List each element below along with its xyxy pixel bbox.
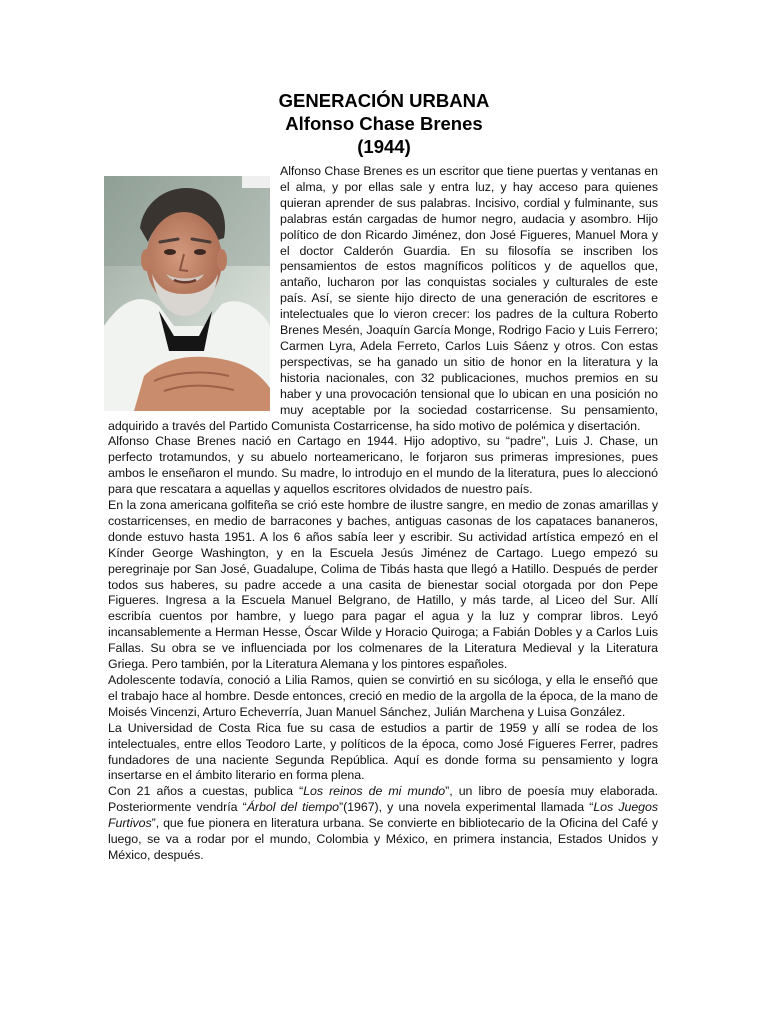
article-body	[108, 164, 658, 864]
text-segment: ”(1967), y una novela experimental llamada “	[339, 800, 594, 815]
paragraph-childhood: En la zona americana golfiteña se crió este hombre de ilustre sangre, en medio de zonas amarillas y costarricenses, en medio de barracones y baches, antiguas casonas de los capataces bananeros, donde estuvo hasta 1951. A los 6 años sabía leer y escribir. Su actividad artística empezó en el Kínder George Washington, y en la Escuela Jesús Jiménez de Cartago. Luego empezó su peregrinaje por San José, Guadalupe, Colima de Tibás hasta que llegó a Hatillo. Después de perder todos sus haberes, su padre accede a una casita de bienestar social otorgada por don Pepe Figueres. Ingresa a la Escuela Manuel Belgrano, de Hatillo, y más tarde, al Liceo del Sur. Allí escribía cuentos por hambre, y luego para pagar el agua y la luz y comprar libros. Leyó incansablemente a Herman Hesse, Óscar Wilde y Horacio Quiroga; a Fabián Dobles y a Carlos Luis Fallas. Su obra se ve influenciada por los colmenares de la Literatura Medieval y la Literatura Griega. Pero también, por la Literatura Alemana y los pintores españoles.	[108, 498, 658, 672]
paragraph-adolescence: Adolescente todavía, conoció a Lilia Ramos, quien se convirtió en su sicóloga, y ella le enseñó que el trabajo hace al hombre. Desde entonces, creció en medio de la argolla de la época, de la mano de Moisés Vincenzi, Arturo Echeverría, Juan Manuel Sánchez, Julián Marchena y Luisa González.	[108, 673, 658, 719]
title-block	[0, 89, 768, 158]
paragraph-intro: Alfonso Chase Brenes es un escritor que tiene puertas y ventanas en el alma, y por ellas sale y entra luz, y hay acceso para quienes quieran aprender de sus palabras. Incisivo, cordial y fulminante, sus palabras están cargadas de humor negro, audacia y asombro. Hijo político de don Ricardo Jiménez, don José Figueres, Manuel Mora y el doctor Calderón Guardia. En su filosofía se inscriben los pensamientos de estos magníficos políticos y de aquellos que, antaño, lucharon por las conquistas sociales y culturales de este país. Así, se siente hijo directo de una generación de escritores e intelectuales que lo vieron crecer: los padres de la cultura Roberto Brenes Mesén, Joaquín García Monge, Rodrigo Facio y Luis Ferrero; Carmen Lyra, Adela Ferreto, Carlos Luis Sáenz y otros. Con estas perspectivas, se ha ganado un sitio de honor en la literatura y la historia nacionales, con 32 publicaciones, muchos premios en su haber y una provocación tensional que lo ubican en una posición no muy aceptable por la sociedad costarricense. Su pensamiento, adquirido a través del Partido Comunista Costarricense, ha sido motivo de polémica y disertación.	[108, 164, 658, 433]
paragraph-birth: Alfonso Chase Brenes nació en Cartago en 1944. Hijo adoptivo, su “padre”, Luis J. Chase, un perfecto trotamundos, y su abuelo norteamericano, le forjaron sus primeras impresiones, pues ambos le enseñaron el mundo. Su madre, lo introdujo en el mundo de la literatura, pues lo aleccionó para que rescatara a aquellas y aquellos escritores olvidados de nuestro país.	[108, 434, 658, 497]
author-portrait-photo	[104, 176, 270, 411]
author-name: Alfonso Chase Brenes	[285, 113, 483, 134]
book-title: Árbol del tiempo	[246, 800, 340, 815]
text-segment: Con 21 años a cuestas, publica “	[108, 784, 304, 799]
book-title: Los reinos de mi mundo	[303, 784, 446, 799]
text-segment: ”, que fue pionera en literatura urbana. Se convierte en bibliotecario de la Oficina del Café y luego, se va a rodar por el mundo, Colombia y México, en primera instancia, Estados Unidos y México, después.	[108, 816, 658, 862]
author-year: (1944)	[357, 136, 411, 157]
paragraph-works	[108, 784, 658, 864]
text-segment: ”, un libro de poesía muy elaborada. Posteriormente vendría “	[108, 784, 658, 815]
book-title: Los Juegos Furtivos	[108, 800, 658, 831]
paragraph-university: La Universidad de Costa Rica fue su casa de estudios a partir de 1959 y allí se rodea de los intelectuales, entre ellos Teodoro Larte, y políticos de la época, como José Figueres Ferrer, padres fundadores de una naciente Segunda República. Aquí es donde forma su pensamiento y logra insertarse en el ámbito literario en forma plena.	[108, 720, 658, 783]
document-title: GENERACIÓN URBANA	[278, 90, 490, 111]
